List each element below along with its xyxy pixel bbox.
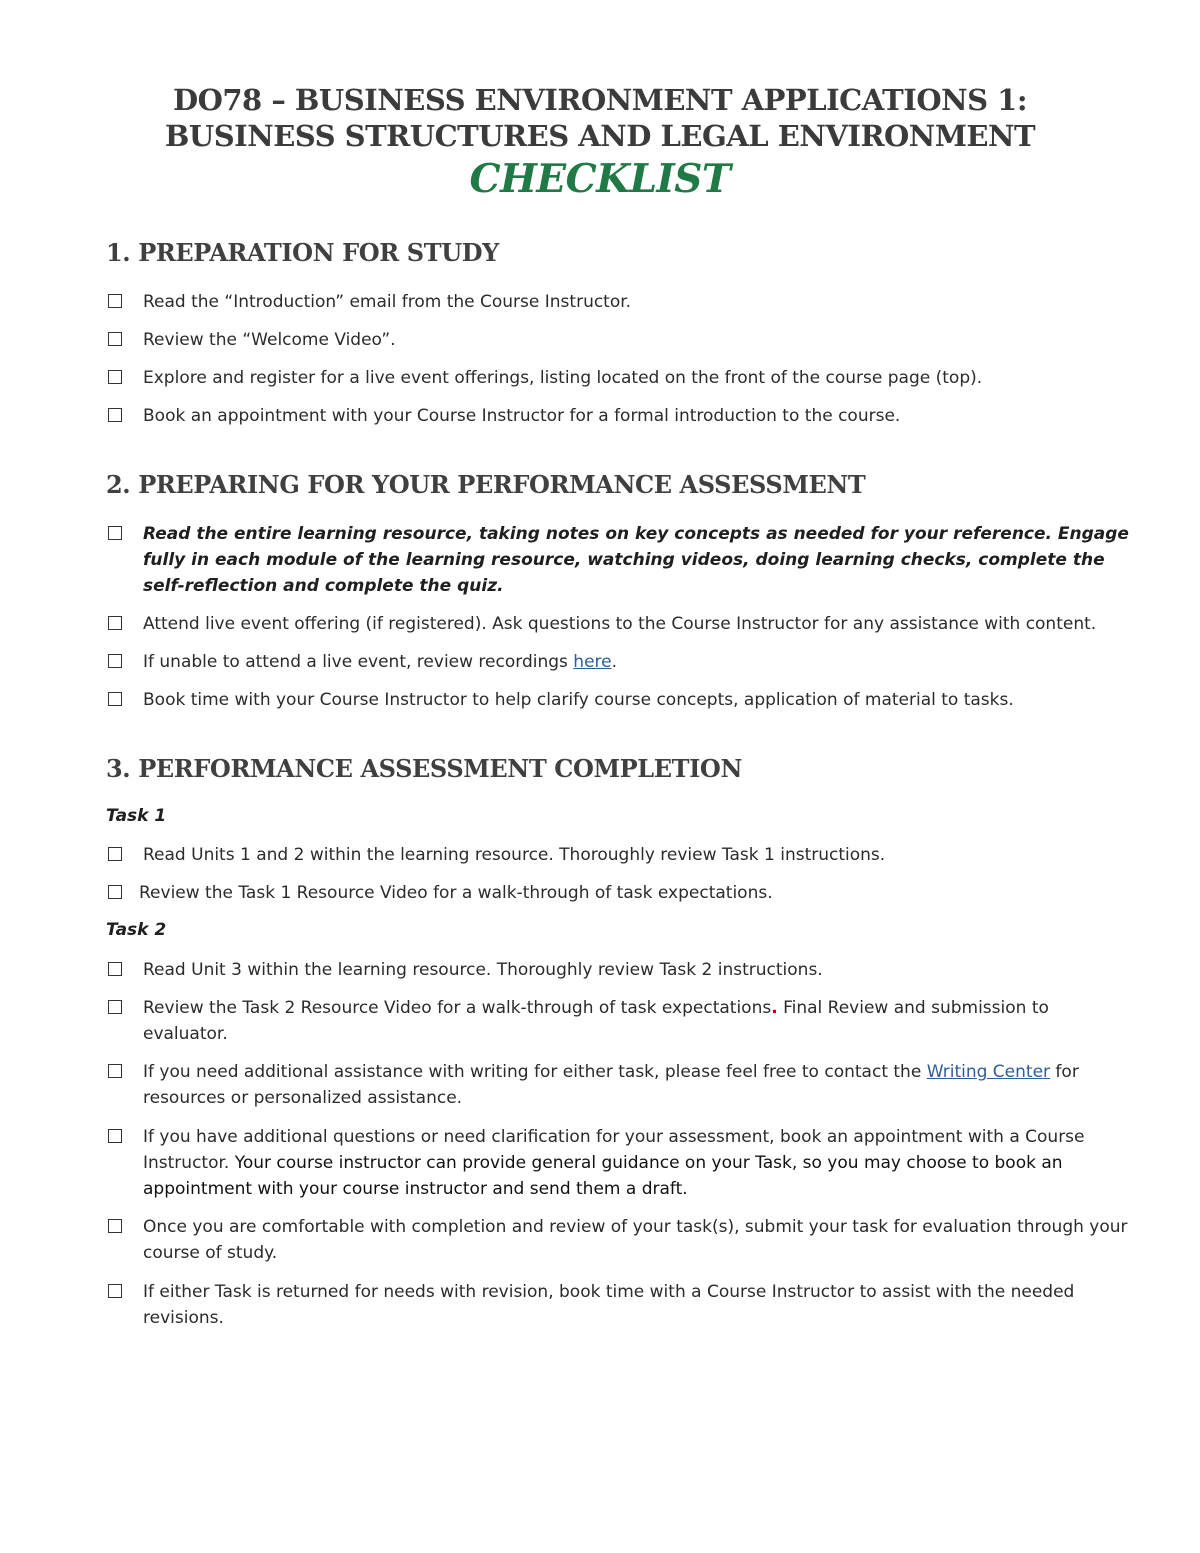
checklist-item [108,1124,1138,1202]
checklist-item-text: Read the “Introduction” email from the Course Instructor. [143,292,632,312]
checkbox[interactable] [108,408,122,422]
checklist-item [108,687,1138,713]
checklist-item-text: Once you are comfortable with completion and review of your task(s), submit your task for evaluation through your course of study. [143,1217,1128,1263]
checklist-item-text [143,995,1138,1047]
text-segment: Review the Task 2 Resource Video for a walk-through of task expectations [143,998,772,1018]
text-segment: If unable to attend a live event, review recordings [143,652,574,672]
checklist-item [108,1214,1138,1266]
checklist-item [108,365,1138,391]
checklist-item-text [143,1059,1138,1111]
checklist-item [108,880,1138,906]
checkbox[interactable] [108,332,122,346]
recordings-link[interactable]: here [573,652,612,672]
task-1-label: Task 1 [106,806,167,826]
checklist-item [108,649,1138,675]
checklist-item-text: Attend live event offering (if registered). Ask questions to the Course Instructor for any assistance with content. [143,614,1097,634]
task-2-label: Task 2 [106,920,167,940]
text-segment: for resources or personalized assistance. [143,1062,1079,1108]
checkbox[interactable] [108,962,122,976]
text-segment: Your course instructor can provide general guidance on your Task, so you may choose to book an appointment with your course instructor and send them a draft. [143,1153,1063,1199]
checkbox[interactable] [108,847,122,861]
text-segment: If you have additional questions or need clarification for your assessment, book an appointment with a Course Instructor. [143,1127,1085,1173]
checkbox[interactable] [108,692,122,706]
checklist-item [108,1279,1138,1331]
text-segment: Final Review and submission to evaluator. [143,998,1049,1044]
document-title-line-1: DO78 – BUSINESS ENVIRONMENT APPLICATIONS 1: [172,83,1028,117]
text-segment: . [611,652,618,672]
checklist-item-text: Read Unit 3 within the learning resource. Thoroughly review Task 2 instructions. [143,960,823,980]
checklist-item [108,521,1138,599]
checklist-item-text: Book an appointment with your Course Instructor for a formal introduction to the course. [143,406,901,426]
checklist-item [108,957,1138,983]
checkbox[interactable] [108,1284,122,1298]
checklist-item [108,995,1138,1047]
checklist-item-text [143,1124,1138,1202]
checkbox[interactable] [108,294,122,308]
section-heading-assessment-completion: 3. PERFORMANCE ASSESSMENT COMPLETION [106,754,742,783]
checkbox[interactable] [108,1064,122,1078]
checklist-item [108,842,1138,868]
checklist-item [108,611,1138,637]
section-heading-performance-assessment-prep: 2. PREPARING FOR YOUR PERFORMANCE ASSESSMENT [106,470,866,499]
text-segment: If you need additional assistance with writing for either task, please feel free to contact the [143,1062,927,1082]
checklist-item [108,1059,1138,1111]
checkbox[interactable] [108,616,122,630]
checklist-item [108,327,1138,353]
checklist-item-text: Review the Task 1 Resource Video for a walk-through of task expectations. [139,883,773,903]
document-title-line-2: BUSINESS STRUCTURES AND LEGAL ENVIRONMENT [164,119,1036,153]
checkbox[interactable] [108,370,122,384]
writing-center-link[interactable]: Writing Center [926,1062,1051,1082]
checklist-item-text [143,649,1138,675]
checklist-item [108,289,1138,315]
document-subtitle: CHECKLIST [469,156,731,202]
checkbox[interactable] [108,1129,122,1143]
checkbox[interactable] [108,526,122,540]
checklist-item-text: Explore and register for a live event offerings, listing located on the front of the course page (top). [143,368,983,388]
checklist-item-text: Read the entire learning resource, taking notes on key concepts as needed for your reference. Engage fully in each module of the learning resource, watching videos, doing learning checks, complete the self-reflection and complete the quiz. [143,524,1129,596]
text-segment: . [771,998,778,1018]
checklist-item-text: Review the “Welcome Video”. [143,330,396,350]
checklist-item [108,403,1138,429]
checkbox[interactable] [108,885,122,899]
checklist-item-text: Book time with your Course Instructor to help clarify course concepts, application of material to tasks. [143,690,1014,710]
checkbox[interactable] [108,654,122,668]
checklist-item-text: Read Units 1 and 2 within the learning resource. Thoroughly review Task 1 instructions. [143,845,886,865]
checklist-item-text: If either Task is returned for needs with revision, book time with a Course Instructor to assist with the needed revisions. [143,1282,1075,1328]
checkbox[interactable] [108,1000,122,1014]
section-heading-preparation: 1. PREPARATION FOR STUDY [106,238,499,267]
checkbox[interactable] [108,1219,122,1233]
